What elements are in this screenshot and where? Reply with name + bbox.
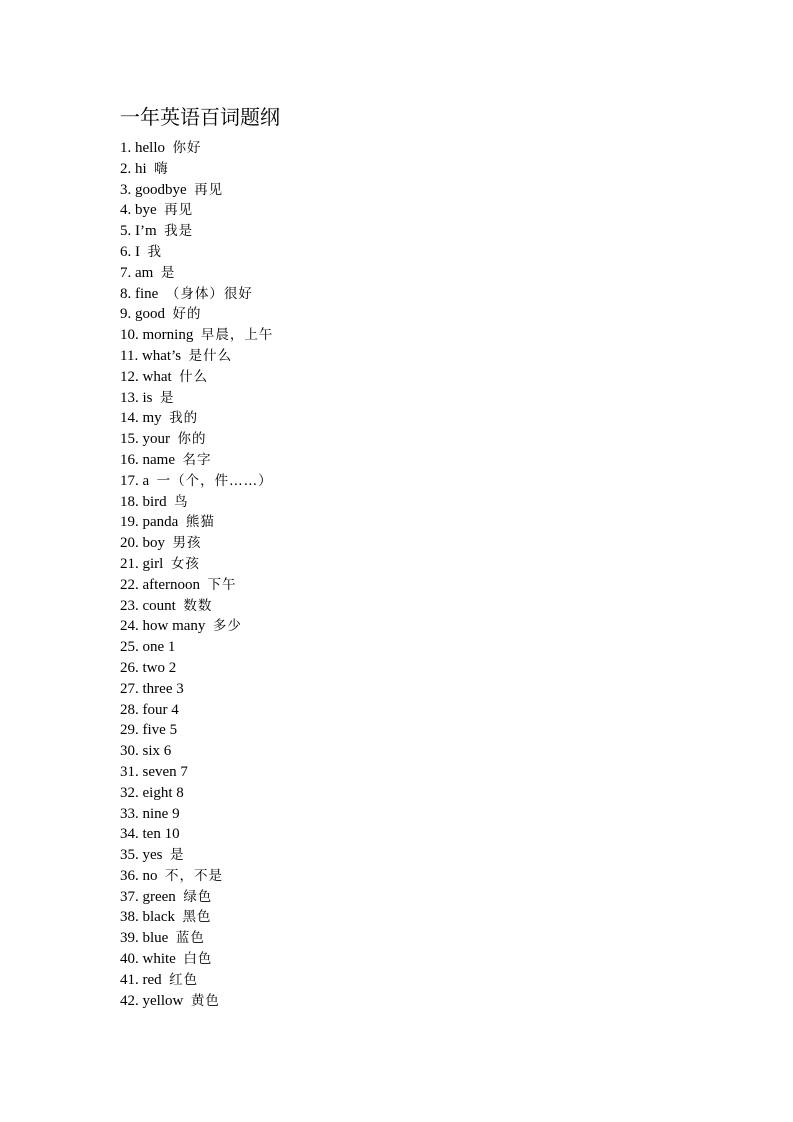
vocab-item	[120, 512, 273, 533]
vocab-english: 19. panda	[120, 514, 179, 531]
vocab-chinese: 不，不是	[165, 867, 223, 884]
vocab-item	[120, 845, 273, 866]
vocab-item	[120, 304, 273, 325]
vocab-english: 11. what’s	[120, 347, 182, 364]
vocab-item	[120, 284, 273, 305]
vocab-item	[120, 887, 273, 908]
vocab-item	[120, 679, 273, 700]
vocab-chinese: 绿色	[183, 888, 213, 905]
vocab-chinese: 我的	[169, 410, 199, 427]
vocab-chinese: 早晨，上午	[200, 327, 274, 344]
vocab-english: 8. fine	[120, 285, 159, 302]
vocab-item	[120, 221, 273, 242]
vocab-chinese: 是	[170, 847, 185, 864]
vocab-english: 5. I’m	[120, 223, 157, 240]
vocab-english: 33. nine 9	[120, 805, 180, 822]
vocab-chinese: 是	[160, 389, 175, 406]
vocab-english: 36. no	[120, 867, 158, 884]
vocab-item	[120, 804, 273, 825]
vocab-english: 24. how many	[120, 618, 206, 635]
vocab-english: 27. three 3	[120, 680, 184, 697]
vocab-chinese: 黑色	[182, 909, 212, 926]
vocab-item	[120, 242, 273, 263]
vocab-item	[120, 720, 273, 741]
vocab-english: 10. morning	[120, 327, 194, 344]
vocab-item	[120, 824, 273, 845]
vocab-english: 9. good	[120, 306, 165, 323]
vocab-item	[120, 471, 273, 492]
vocab-chinese: 好的	[172, 306, 202, 323]
vocab-chinese: 蓝色	[175, 930, 205, 947]
vocab-chinese: 名字	[182, 451, 212, 468]
vocab-item	[120, 408, 273, 429]
vocab-item	[120, 700, 273, 721]
vocab-english: 34. ten 10	[120, 826, 180, 843]
vocab-chinese: 你好	[172, 140, 202, 156]
vocab-english: 28. four 4	[120, 701, 179, 718]
vocab-chinese: 熊猫	[185, 514, 215, 531]
vocab-chinese: 再见	[164, 202, 194, 219]
vocab-chinese: 红色	[169, 971, 199, 988]
vocab-chinese: 你的	[177, 431, 207, 448]
vocab-chinese: 黄色	[190, 992, 220, 1009]
vocab-item	[120, 928, 273, 949]
vocab-item	[120, 346, 273, 367]
vocab-item	[120, 492, 273, 513]
vocab-item	[120, 991, 273, 1012]
vocab-item	[120, 554, 273, 575]
vocab-item	[120, 325, 273, 346]
vocab-item	[120, 263, 273, 284]
vocab-english: 25. one 1	[120, 639, 176, 656]
vocab-english: 1. hello	[120, 140, 165, 156]
vocab-english: 41. red	[120, 971, 162, 988]
vocab-chinese: 我	[147, 243, 162, 260]
vocab-english: 23. count	[120, 597, 176, 614]
vocab-item	[120, 533, 273, 554]
vocab-english: 39. blue	[120, 930, 169, 947]
vocab-english: 29. five 5	[120, 722, 178, 739]
vocab-item	[120, 388, 273, 409]
vocab-item	[120, 575, 273, 596]
vocab-english: 22. afternoon	[120, 576, 200, 593]
vocab-chinese: 多少	[212, 618, 242, 635]
vocab-english: 30. six 6	[120, 743, 172, 760]
vocab-english: 35. yes	[120, 847, 163, 864]
vocab-english: 17. a	[120, 472, 150, 489]
vocab-english: 32. eight 8	[120, 784, 184, 801]
vocab-chinese: 我是	[164, 223, 194, 240]
vocab-item	[120, 159, 273, 180]
vocab-item	[120, 970, 273, 991]
vocab-chinese: 再见	[194, 181, 224, 198]
vocab-english: 4. bye	[120, 202, 157, 219]
vocab-chinese: 什么	[179, 368, 209, 385]
vocab-english: 31. seven 7	[120, 763, 188, 780]
vocab-english: 21. girl	[120, 555, 164, 572]
vocab-chinese: 下午	[207, 576, 237, 593]
vocab-chinese: 数数	[183, 597, 213, 614]
vocab-item	[120, 200, 273, 221]
vocab-chinese: 白色	[183, 951, 213, 968]
vocab-chinese: 嗨	[154, 160, 169, 177]
vocab-item	[120, 762, 273, 783]
vocab-item	[120, 367, 273, 388]
vocab-chinese: 鸟	[174, 493, 189, 510]
vocab-chinese: （身体）很好	[165, 285, 253, 302]
vocab-english: 6. I	[120, 243, 140, 260]
vocab-english: 3. goodbye	[120, 181, 187, 198]
vocab-english: 40. white	[120, 951, 176, 968]
vocab-item	[120, 783, 273, 804]
vocab-english: 37. green	[120, 888, 176, 905]
vocab-english: 12. what	[120, 368, 172, 385]
vocab-english: 14. my	[120, 410, 162, 427]
vocab-item	[120, 949, 273, 970]
vocab-item	[120, 429, 273, 450]
vocab-chinese: 男孩	[172, 535, 202, 552]
vocab-english: 2. hi	[120, 160, 147, 177]
vocab-item	[120, 741, 273, 762]
vocab-english: 38. black	[120, 909, 175, 926]
vocabulary-list	[120, 138, 273, 1011]
vocab-english: 26. two 2	[120, 659, 177, 676]
vocab-english: 13. is	[120, 389, 153, 406]
vocab-item	[120, 616, 273, 637]
document-title: 一年英语百词题纲	[120, 105, 280, 129]
vocab-english: 15. your	[120, 431, 170, 448]
vocab-chinese: 一（个，件……）	[156, 472, 273, 489]
vocab-english: 18. bird	[120, 493, 167, 510]
vocab-item	[120, 907, 273, 928]
vocab-chinese: 是什么	[188, 347, 233, 364]
vocab-item	[120, 866, 273, 887]
vocab-english: 7. am	[120, 264, 154, 281]
vocab-english: 16. name	[120, 451, 175, 468]
vocab-item	[120, 637, 273, 658]
vocab-item	[120, 596, 273, 617]
vocab-english: 42. yellow	[120, 992, 184, 1009]
vocab-item	[120, 138, 273, 159]
vocab-english: 20. boy	[120, 535, 165, 552]
vocab-item	[120, 658, 273, 679]
vocab-chinese: 是	[160, 264, 176, 281]
vocab-item	[120, 450, 273, 471]
vocab-item	[120, 180, 273, 201]
vocab-chinese: 女孩	[170, 555, 200, 572]
